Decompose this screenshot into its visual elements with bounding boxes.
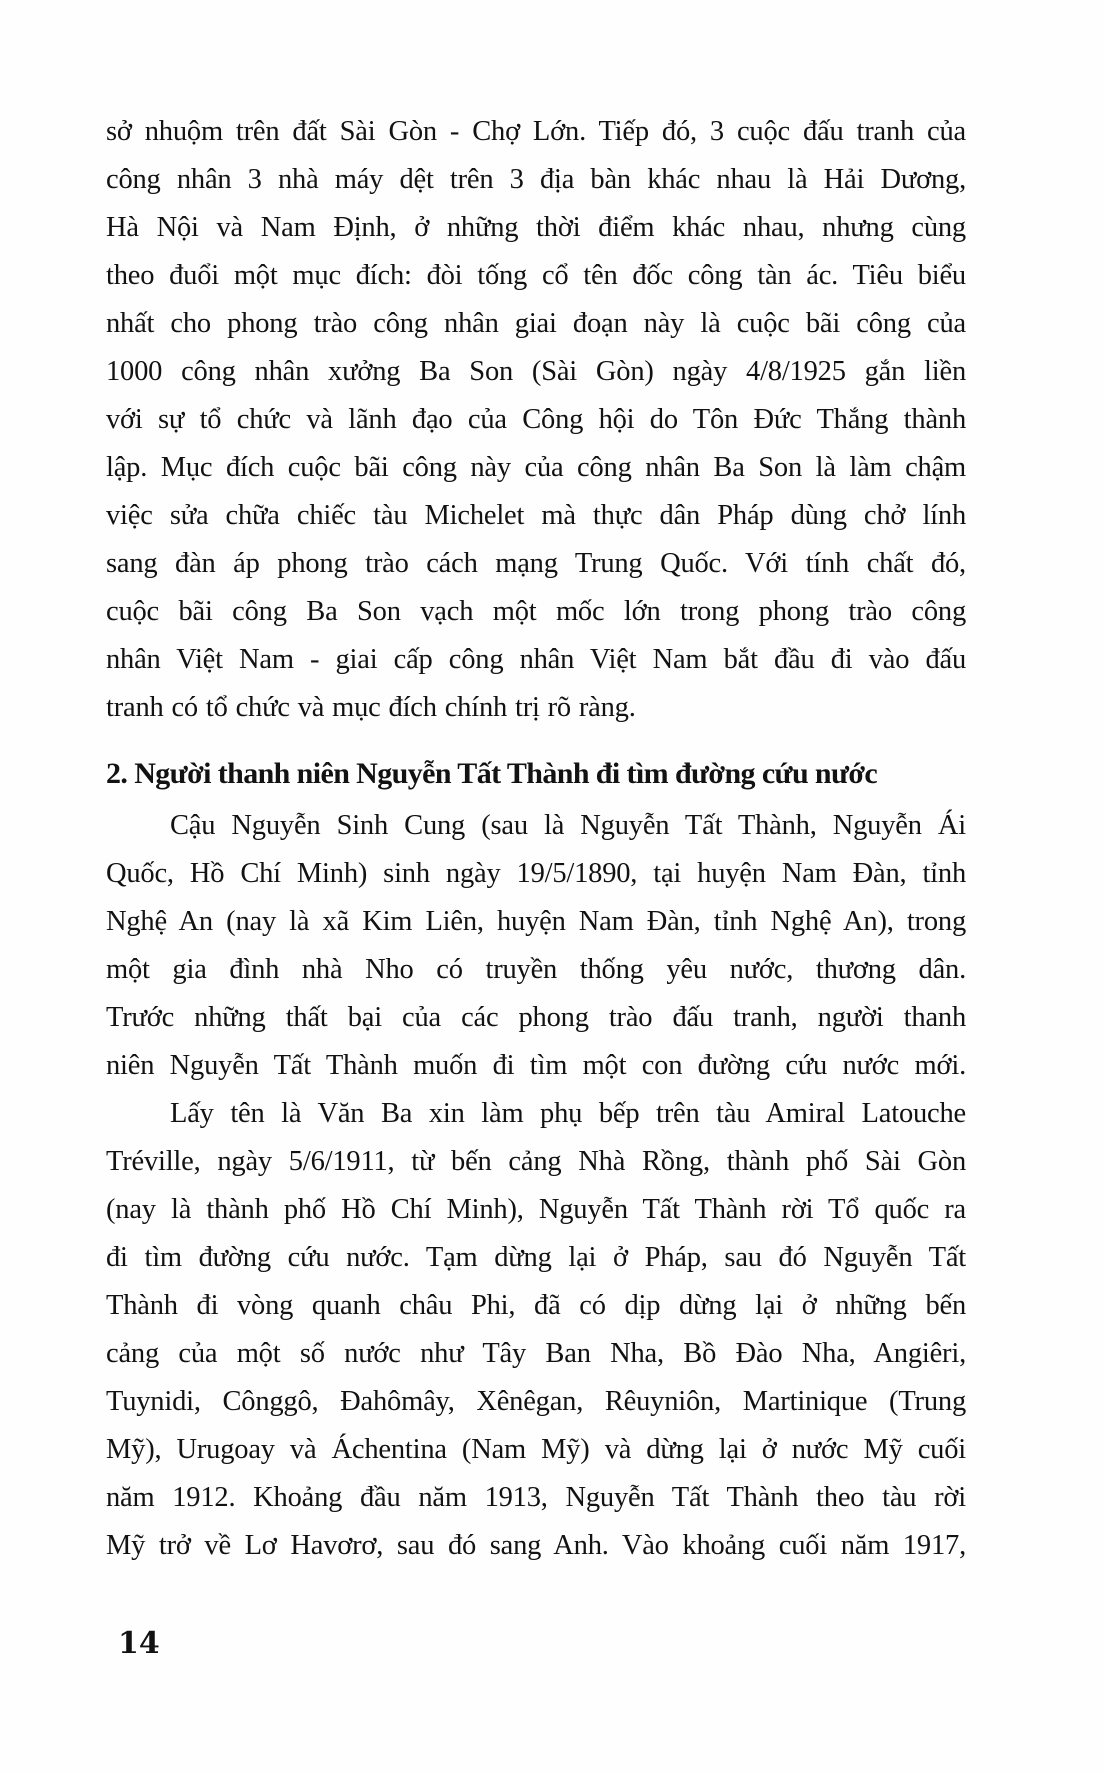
section-heading: 2. Người thanh niên Nguyễn Tất Thành đi tìm đường cứu nước <box>106 757 878 790</box>
text-line: Lấy tên là Văn Ba xin làm phụ bếp trên tàu Amiral Latouche <box>170 1098 966 1129</box>
text-line: tranh có tổ chức và mục đích chính trị rõ ràng. <box>106 692 636 723</box>
text-line: cuộc bãi công Ba Son vạch một mốc lớn trong phong trào công <box>106 596 966 627</box>
text-line: nhất cho phong trào công nhân giai đoạn này là cuộc bãi công của <box>106 308 966 339</box>
text-line: theo đuổi một mục đích: đòi tống cổ tên đốc công tàn ác. Tiêu biểu <box>106 260 966 291</box>
text-line: Tréville, ngày 5/6/1911, từ bến cảng Nhà Rồng, thành phố Sài Gòn <box>106 1146 966 1177</box>
text-line: Nghệ An (nay là xã Kim Liên, huyện Nam Đàn, tỉnh Nghệ An), trong <box>106 906 966 937</box>
text-line: cảng của một số nước như Tây Ban Nha, Bồ Đào Nha, Angiêri, <box>106 1338 966 1369</box>
text-line: Thành đi vòng quanh châu Phi, đã có dịp dừng lại ở những bến <box>106 1290 966 1321</box>
text-line: Quốc, Hồ Chí Minh) sinh ngày 19/5/1890, tại huyện Nam Đàn, tỉnh <box>106 858 966 889</box>
paragraph <box>106 108 966 732</box>
text-line: Mỹ), Urugoay và Áchentina (Nam Mỹ) và dừng lại ở nước Mỹ cuối <box>106 1434 966 1465</box>
text-line: 1000 công nhân xưởng Ba Son (Sài Gòn) ngày 4/8/1925 gắn liền <box>106 356 966 387</box>
text-line: việc sửa chữa chiếc tàu Michelet mà thực dân Pháp dùng chở lính <box>106 500 966 531</box>
page-number: 14 <box>118 1626 160 1661</box>
text-line: Tuynidi, Cônggô, Đahômây, Xênêgan, Rêuyniôn, Martinique (Trung <box>106 1386 966 1417</box>
text-line: Cậu Nguyễn Sinh Cung (sau là Nguyễn Tất Thành, Nguyễn Ái <box>170 810 966 841</box>
text-column <box>106 108 966 1570</box>
text-line: nhân Việt Nam - giai cấp công nhân Việt Nam bắt đầu đi vào đấu <box>106 644 966 675</box>
text-line: sở nhuộm trên đất Sài Gòn - Chợ Lớn. Tiếp đó, 3 cuộc đấu tranh của <box>106 116 966 147</box>
text-line: sang đàn áp phong trào cách mạng Trung Quốc. Với tính chất đó, <box>106 548 966 579</box>
paragraph <box>106 1090 966 1570</box>
text-line: Mỹ trở về Lơ Havơrơ, sau đó sang Anh. Vào khoảng cuối năm 1917, <box>106 1530 966 1561</box>
text-line: một gia đình nhà Nho có truyền thống yêu nước, thương dân. <box>106 954 966 985</box>
text-line: công nhân 3 nhà máy dệt trên 3 địa bàn khác nhau là Hải Dương, <box>106 164 966 195</box>
text-line: niên Nguyễn Tất Thành muốn đi tìm một con đường cứu nước mới. <box>106 1050 966 1081</box>
text-line: với sự tổ chức và lãnh đạo của Công hội do Tôn Đức Thắng thành <box>106 404 966 435</box>
text-line: (nay là thành phố Hồ Chí Minh), Nguyễn Tất Thành rời Tổ quốc ra <box>106 1194 966 1225</box>
text-line: Hà Nội và Nam Định, ở những thời điểm khác nhau, nhưng cùng <box>106 212 966 243</box>
text-line: lập. Mục đích cuộc bãi công này của công nhân Ba Son là làm chậm <box>106 452 966 483</box>
text-line: Trước những thất bại của các phong trào đấu tranh, người thanh <box>106 1002 966 1033</box>
text-line: năm 1912. Khoảng đầu năm 1913, Nguyễn Tất Thành theo tàu rời <box>106 1482 966 1513</box>
text-line: đi tìm đường cứu nước. Tạm dừng lại ở Pháp, sau đó Nguyễn Tất <box>106 1242 966 1273</box>
paragraph <box>106 802 966 1090</box>
